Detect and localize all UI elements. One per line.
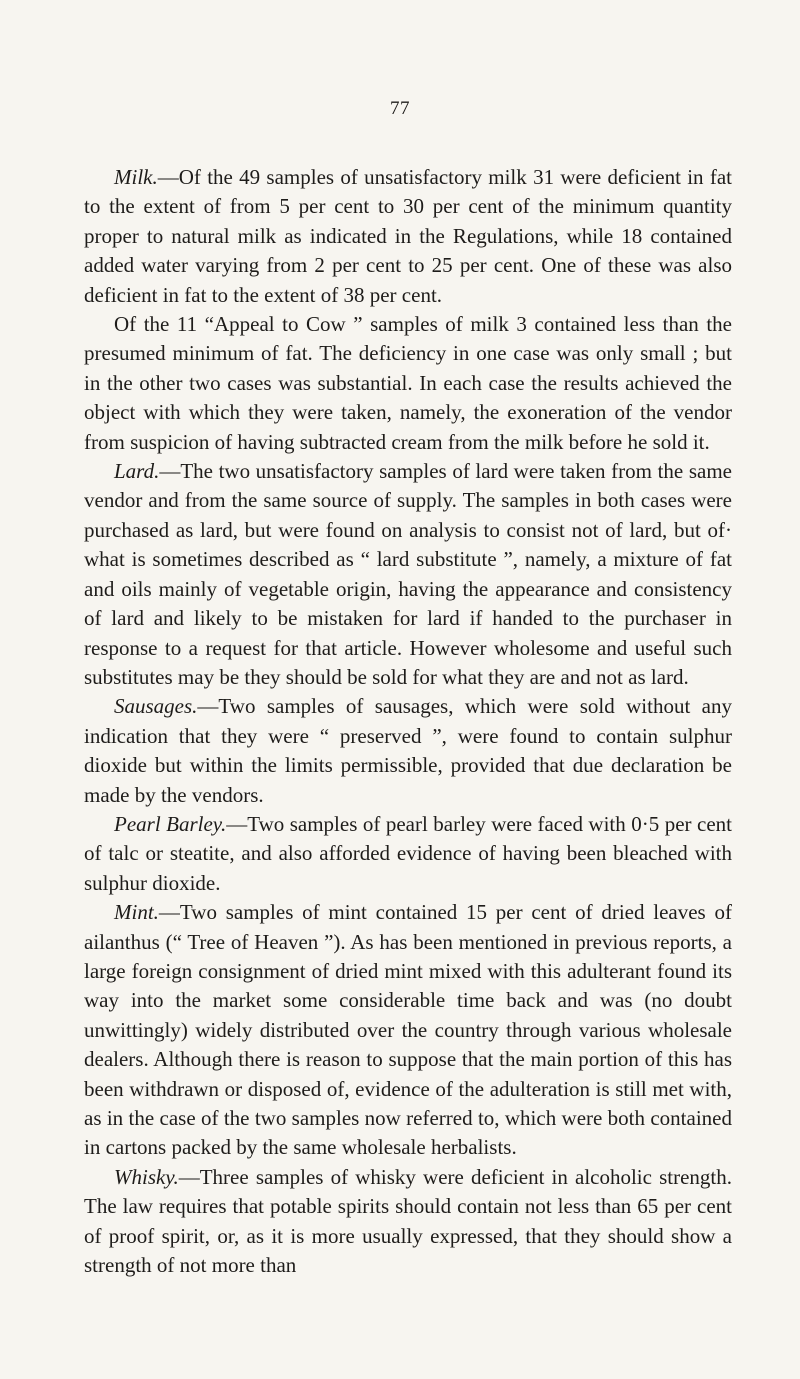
section-heading-pearl-barley: Pearl Barley.	[114, 811, 227, 836]
paragraph-text: —Two samples of sausages, which were sold without any indication that they were “ preserved ”, were found to contain sulphur dioxide but within the limits permissible, provided that due declaration be made by the vendors.	[84, 694, 732, 807]
paragraph-appeal-to-cow	[84, 310, 732, 457]
paragraph-text: —The two unsatisfactory samples of lard were taken from the same vendor and from the same source of supply. The samples in both cases were purchased as lard, but were found on analysis to consist not of lard, but of· what is sometimes described as “ lard substitute ”, namely, a mixture of fat and oils mainly of vegetable origin, having the appearance and consistency of lard and likely to be mistaken for lard if handed to the purchaser in response to a request for that article. However wholesome and useful such substitutes may be they should be sold for what they are and not as lard.	[84, 459, 732, 689]
paragraph-text: —Three samples of whisky were deficient in alcoholic strength. The law requires that potable spirits should contain not less than 65 per cent of proof spirit, or, as it is more usually expressed, that they should show a strength of not more than	[84, 1164, 732, 1278]
section-heading-milk: Milk.	[114, 165, 158, 189]
paragraph-text: —Two samples of mint contained 15 per cent of dried leaves of ailanthus (“ Tree of Heaven ”). As has been mentioned in previous reports, a large foreign consignment of dried mint mixed with this adulterant found its way into the market some considerable time back and was (no doubt unwittingly) widely distributed over the country through various wholesale dealers. Although there is reason to suppose that the main portion of this has been withdrawn or disposed of, evidence of the adulteration is still met with, as in the case of the two samples now referred to, which were both contained in cartons packed by the same wholesale herbalists.	[84, 900, 732, 1160]
paragraph-mint	[84, 898, 732, 1163]
paragraph-lard	[84, 457, 732, 692]
paragraph-whisky	[84, 1163, 732, 1281]
section-heading-lard: Lard.	[114, 459, 160, 484]
paragraph-pearl-barley	[84, 810, 732, 898]
paragraph-text: Of the 11 “Appeal to Cow ” samples of milk 3 contained less than the presumed minimum of fat. The deficiency in one case was only small ; but in the other two cases was substantial. In each case the results achieved the object with which they were taken, namely, the exoneration of the vendor from suspicion of having subtracted cream from the milk before he sold it.	[84, 312, 732, 454]
paragraph-text: —Of the 49 samples of unsatisfactory milk 31 were deficient in fat to the extent of from 5 per cent to 30 per cent of the minimum quantity proper to natural milk as indicated in the Regulations, while 18 contained added water varying from 2 per cent to 25 per cent. One of these was also deficient in fat to the extent of 38 per cent.	[84, 165, 732, 307]
section-heading-sausages: Sausages.	[114, 694, 198, 719]
paragraph-sausages	[84, 692, 732, 810]
page-number: 77	[390, 98, 410, 119]
section-heading-whisky: Whisky.	[114, 1164, 179, 1189]
paragraph-milk	[84, 163, 732, 310]
paragraph-text: —Two samples of pearl barley were faced with 0·5 per cent of talc or steatite, and also afforded evidence of having been bleached with sulphur dioxide.	[84, 811, 732, 895]
body-text	[84, 163, 732, 1280]
section-heading-mint: Mint.	[114, 900, 159, 925]
